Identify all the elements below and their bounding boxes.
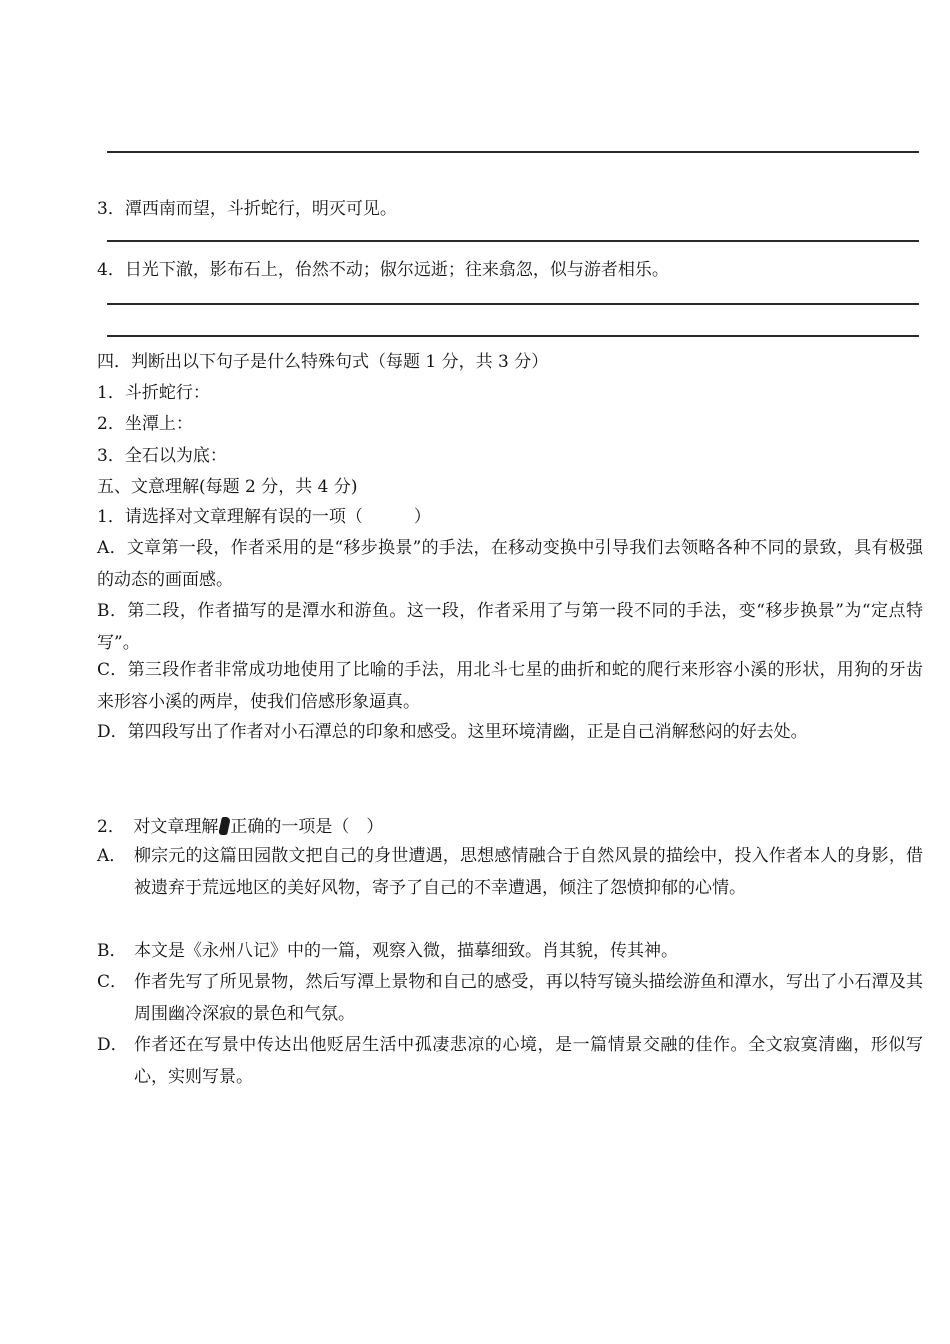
- section-5-q1-option-b: B．第二段，作者描写的是潭水和游鱼。这一段，作者采用了与第一段不同的手法，变“移步换景”为“定点特写”。: [97, 601, 923, 653]
- section-5-q2-option-a: [97, 840, 923, 904]
- option-text: 作者先写了所见景物，然后写潭上景物和自己的感受，再以特写镜头描绘游鱼和潭水，写出了小石潭及其周围幽冷深寂的景色和气氛。: [134, 972, 923, 1024]
- option-letter: D．: [97, 1035, 128, 1055]
- section-5-q1-option-a: A．文章第一段，作者采用的是“移步换景”的手法，在移动变换中引导我们去领略各种不同的景致，具有极强的动态的画面感。: [97, 538, 923, 590]
- section-5-q1-option-d: D．第四段写出了作者对小石潭总的印象和感受。这里环境清幽，正是自己消解愁闷的好去处。: [97, 722, 808, 742]
- q2-stem-after: 正确的一项是（ ）: [230, 817, 384, 837]
- section-5-q2-option-d: [97, 1029, 923, 1093]
- option-text: 本文是《永州八记》中的一篇，观察入微，描摹细致。肖其貌，传其神。: [134, 941, 678, 961]
- answer-line: [107, 240, 919, 242]
- option-text: 柳宗元的这篇田园散文把自己的身世遭遇，思想感情融合于自然风景的描绘中，投入作者本人的身影，借被遗弃于荒远地区的美好风物，寄予了自己的不幸遭遇，倾注了怨愤抑郁的心情。: [134, 846, 923, 898]
- option-text: 作者还在写景中传达出他贬居生活中孤凄悲凉的心境，是一篇情景交融的佳作。全文寂寞清幽，形似写心，实则写景。: [134, 1035, 923, 1087]
- translation-question-3: 3．潭西南而望，斗折蛇行，明灭可见。: [97, 199, 397, 219]
- section-4-title: 四．判断出以下句子是什么特殊句式（每题 1 分，共 3 分）: [97, 352, 549, 372]
- option-letter: B．: [97, 941, 127, 961]
- section-4-item-2: 2．坐潭上：: [97, 414, 193, 434]
- section-5-q2-option-c: [97, 966, 923, 1030]
- section-4-item-3: 3．全石以为底：: [97, 446, 227, 466]
- section-5-q1-option-c: C．第三段作者非常成功地使用了比喻的手法，用北斗七星的曲折和蛇的爬行来形容小溪的形状，用狗的牙齿来形容小溪的两岸，使我们倍感形象逼真。: [97, 660, 923, 712]
- option-letter: C．: [97, 972, 128, 992]
- option-letter: A．: [97, 846, 127, 866]
- section-4-item-1: 1．斗折蛇行：: [97, 383, 210, 403]
- answer-line: [107, 335, 919, 337]
- section-5-q1-stem: 1．请选择对文章理解有误的一项（ ）: [97, 507, 431, 527]
- section-5-q2-option-b: [97, 935, 923, 967]
- answer-line: [107, 303, 919, 305]
- section-5-q2-stem: [97, 815, 927, 839]
- q2-stem-before: 2． 对文章理解: [97, 817, 219, 837]
- answer-line: [107, 151, 919, 153]
- section-5-title: 五、文意理解(每题 2 分，共 4 分): [97, 477, 358, 497]
- translation-question-4: 4．日光下澈，影布石上，佁然不动；俶尔远逝；往来翕忽，似与游者相乐。: [97, 260, 669, 280]
